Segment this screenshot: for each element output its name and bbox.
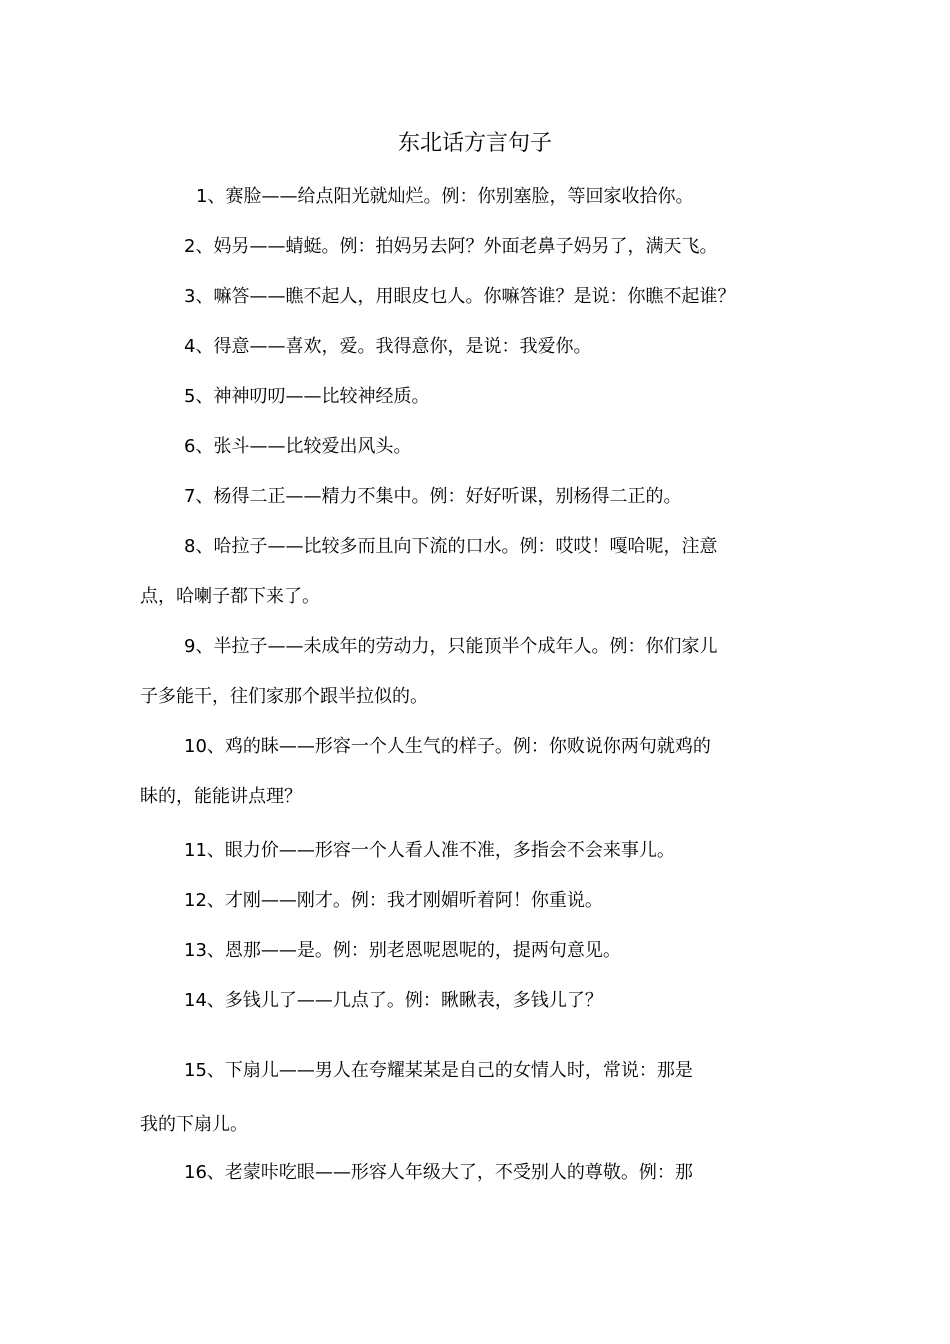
- paragraph-line-10: 10、鸡的眛——形容一个人生气的样子。例：你败说你两句就鸡的: [184, 736, 711, 757]
- paragraph-line-8-cont: 点，哈喇子都下来了。: [140, 586, 320, 607]
- paragraph-line-15: 15、下扇儿——男人在夸耀某某是自己的女情人时，常说：那是: [184, 1060, 693, 1081]
- paragraph-line-13: 13、恩那——是。例：别老恩呢恩呢的，提两句意见。: [184, 940, 621, 961]
- paragraph-line-14: 14、多钱儿了——几点了。例：瞅瞅表，多钱儿了？: [184, 990, 603, 1011]
- paragraph-line-15-cont: 我的下扇儿。: [140, 1114, 248, 1135]
- paragraph-line-16: 16、老蒙咔吃眼——形容人年级大了，不受别人的尊敬。例：那: [184, 1162, 693, 1183]
- paragraph-line-11: 11、眼力价——形容一个人看人准不准，多指会不会来事儿。: [184, 840, 675, 861]
- paragraph-line-7: 7、杨得二正——精力不集中。例：好好听课，别杨得二正的。: [184, 486, 682, 507]
- document-title: 东北话方言句子: [397, 131, 552, 156]
- paragraph-line-4: 4、得意——喜欢，爱。我得意你，是说：我爱你。: [184, 336, 592, 357]
- paragraph-line-3: 3、嘛答——瞧不起人，用眼皮乜人。你嘛答谁？是说：你瞧不起谁？: [184, 286, 736, 307]
- paragraph-line-10-cont: 眛的，能能讲点理？: [140, 786, 302, 807]
- paragraph-line-9-cont: 子多能干，往们家那个跟半拉似的。: [140, 686, 428, 707]
- paragraph-line-5: 5、神神叨叨——比较神经质。: [184, 386, 430, 407]
- paragraph-line-8: 8、哈拉子——比较多而且向下流的口水。例：哎哎！嘎哈呢，注意: [184, 536, 718, 557]
- paragraph-line-12: 12、才刚——刚才。例：我才刚媚听着阿！你重说。: [184, 890, 603, 911]
- paragraph-line-2: 2、妈另——蜻蜓。例：拍妈另去阿？外面老鼻子妈另了，满天飞。: [184, 236, 718, 257]
- paragraph-line-9: 9、半拉子——未成年的劳动力，只能顶半个成年人。例：你们家儿: [184, 636, 718, 657]
- paragraph-line-1: 1、赛脸——给点阳光就灿烂。例：你别塞脸，等回家收拾你。: [196, 186, 694, 207]
- paragraph-line-6: 6、张斗——比较爱出风头。: [184, 436, 412, 457]
